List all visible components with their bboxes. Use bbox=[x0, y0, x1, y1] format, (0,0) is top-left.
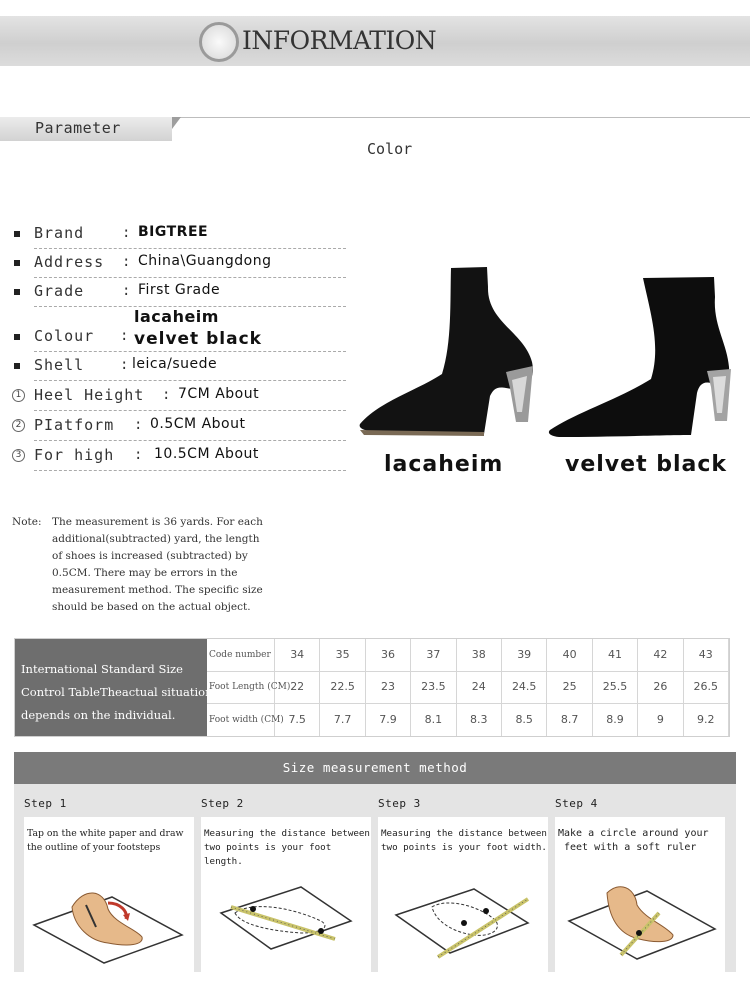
boot-shape bbox=[360, 267, 533, 434]
table-cell: 8.9 bbox=[593, 704, 638, 736]
table-cell: 26 bbox=[638, 671, 683, 703]
table-row bbox=[207, 639, 729, 672]
param-value: 0.5CM About bbox=[150, 416, 246, 432]
foot-outline-illustration bbox=[24, 861, 194, 966]
table-cell: 26.5 bbox=[684, 671, 729, 703]
step-box bbox=[555, 817, 725, 973]
param-row-address: Address : China\Guangdong bbox=[12, 248, 346, 278]
step-3 bbox=[378, 797, 548, 973]
colour-value-line2: velvet black bbox=[134, 329, 262, 349]
param-value: China\Guangdong bbox=[138, 253, 272, 269]
step-4 bbox=[555, 797, 725, 973]
param-value: leica/suede bbox=[132, 356, 218, 372]
param-row-colour: Colour : bbox=[12, 322, 346, 352]
size-table-header-line: International Standard Size bbox=[21, 662, 183, 676]
table-cell: 24.5 bbox=[502, 671, 547, 703]
square-bullet-icon bbox=[14, 260, 20, 266]
param-label: Heel Height bbox=[34, 386, 145, 404]
circled-number-icon: 3 bbox=[12, 449, 25, 462]
foot-circumference-illustration bbox=[555, 861, 725, 966]
param-row-brand: Brand : BIGTREE bbox=[12, 219, 346, 249]
table-cell: 40 bbox=[547, 639, 592, 671]
step-description: Make a circle around your feet with a soft ruler bbox=[558, 828, 709, 853]
color-heading: Color bbox=[367, 140, 413, 158]
circle-ring-icon bbox=[199, 22, 239, 62]
table-cell: 8.5 bbox=[502, 704, 547, 736]
table-cell: 24 bbox=[457, 671, 502, 703]
measurement-title-bar bbox=[14, 752, 736, 784]
foot-length-illustration bbox=[201, 861, 371, 966]
note-line: 0.5CM. There may be errors in the bbox=[52, 567, 238, 579]
tab-corner-icon bbox=[172, 117, 181, 129]
circled-number-icon: 1 bbox=[12, 389, 25, 402]
size-measurement-panel bbox=[14, 752, 736, 972]
table-cell: 22 bbox=[275, 671, 320, 703]
size-table-header bbox=[15, 639, 213, 736]
table-cell: 36 bbox=[366, 639, 411, 671]
size-table-header-line: Control TableTheactual situation bbox=[21, 685, 213, 699]
param-row-for-high: 3 For high : 10.5CM About bbox=[12, 441, 346, 471]
step-1 bbox=[24, 797, 194, 973]
note-line: additional(subtracted) yard, the length bbox=[52, 533, 260, 545]
table-cell: 35 bbox=[320, 639, 365, 671]
boot-image-velvet-black bbox=[547, 275, 737, 445]
param-label: Shell bbox=[34, 356, 85, 374]
step-description: Measuring the distance between two points is your foot length. bbox=[204, 828, 370, 867]
table-cell: 42 bbox=[638, 639, 683, 671]
circled-number-icon: 2 bbox=[12, 419, 25, 432]
param-row-grade: Grade : First Grade bbox=[12, 277, 346, 307]
boot-shape bbox=[549, 277, 729, 437]
square-bullet-icon bbox=[14, 231, 20, 237]
color-caption-velvet-black: velvet black bbox=[565, 452, 728, 477]
param-row-heel-height: 1 Heel Height : 7CM About bbox=[12, 381, 346, 411]
information-title: INFORMATION bbox=[242, 26, 437, 55]
table-row-label: Foot width (CM) bbox=[207, 704, 275, 736]
table-cell: 41 bbox=[593, 639, 638, 671]
note-line: The measurement is 36 yards. For each bbox=[52, 516, 263, 528]
color-caption-lacaheim: lacaheim bbox=[384, 452, 504, 477]
square-bullet-icon bbox=[14, 334, 20, 340]
size-table-grid bbox=[207, 639, 729, 736]
square-bullet-icon bbox=[14, 289, 20, 295]
param-value: 7CM About bbox=[178, 386, 260, 402]
table-cell: 25.5 bbox=[593, 671, 638, 703]
step-box bbox=[378, 817, 548, 973]
step-description: Measuring the distance between two points is your foot width. bbox=[381, 828, 547, 853]
step-title: Step 4 bbox=[555, 797, 598, 810]
table-cell: 37 bbox=[411, 639, 456, 671]
parameter-tab-label: Parameter bbox=[35, 119, 121, 137]
param-value: BIGTREE bbox=[138, 224, 209, 240]
table-cell: 8.7 bbox=[547, 704, 592, 736]
table-cell: 7.5 bbox=[275, 704, 320, 736]
table-cell: 7.9 bbox=[366, 704, 411, 736]
step-description: Tap on the white paper and draw the outline of your footsteps bbox=[27, 828, 184, 853]
step-title: Step 3 bbox=[378, 797, 421, 810]
table-cell: 8.3 bbox=[457, 704, 502, 736]
table-row bbox=[207, 671, 729, 704]
table-cell: 34 bbox=[275, 639, 320, 671]
size-chart-table bbox=[14, 638, 730, 737]
table-cell: 9 bbox=[638, 704, 683, 736]
table-row bbox=[207, 704, 729, 737]
param-label: Address bbox=[34, 253, 105, 271]
param-value: 10.5CM About bbox=[154, 446, 259, 462]
step-title: Step 1 bbox=[24, 797, 67, 810]
table-cell: 43 bbox=[684, 639, 729, 671]
information-banner bbox=[0, 16, 750, 66]
param-value: First Grade bbox=[138, 282, 221, 298]
table-cell: 23 bbox=[366, 671, 411, 703]
table-cell: 9.2 bbox=[684, 704, 729, 736]
step-2 bbox=[201, 797, 371, 973]
param-label: For high bbox=[34, 446, 115, 464]
param-label: Colour bbox=[34, 327, 95, 345]
step-title: Step 2 bbox=[201, 797, 244, 810]
table-cell: 25 bbox=[547, 671, 592, 703]
note-line: measurement method. The specific size bbox=[52, 584, 263, 596]
param-row-platform: 2 PIatform : 0.5CM About bbox=[12, 411, 346, 441]
measurement-title: Size measurement method bbox=[282, 760, 468, 775]
param-label: Brand bbox=[34, 224, 85, 242]
table-cell: 22.5 bbox=[320, 671, 365, 703]
table-cell: 23.5 bbox=[411, 671, 456, 703]
square-bullet-icon bbox=[14, 363, 20, 369]
table-cell: 8.1 bbox=[411, 704, 456, 736]
table-row-label: Code number bbox=[207, 639, 275, 671]
param-label: Grade bbox=[34, 282, 85, 300]
table-cell: 39 bbox=[502, 639, 547, 671]
table-cell: 7.7 bbox=[320, 704, 365, 736]
step-box bbox=[201, 817, 371, 973]
step-box bbox=[24, 817, 194, 973]
boot-image-lacaheim bbox=[356, 262, 536, 442]
note-line: of shoes is increased (subtracted) by bbox=[52, 550, 248, 562]
colour-value-line1: lacaheim bbox=[134, 307, 219, 326]
table-cell: 38 bbox=[457, 639, 502, 671]
size-table-header-line: depends on the individual. bbox=[21, 708, 176, 722]
param-label: PIatform bbox=[34, 416, 115, 434]
note-prefix: Note: bbox=[12, 516, 42, 528]
note-line: should be based on the actual object. bbox=[52, 601, 251, 613]
foot-width-illustration bbox=[378, 861, 548, 966]
param-row-shell: Shell : leica/suede bbox=[12, 351, 346, 381]
table-row-label: Foot Length (CM) bbox=[207, 671, 275, 703]
